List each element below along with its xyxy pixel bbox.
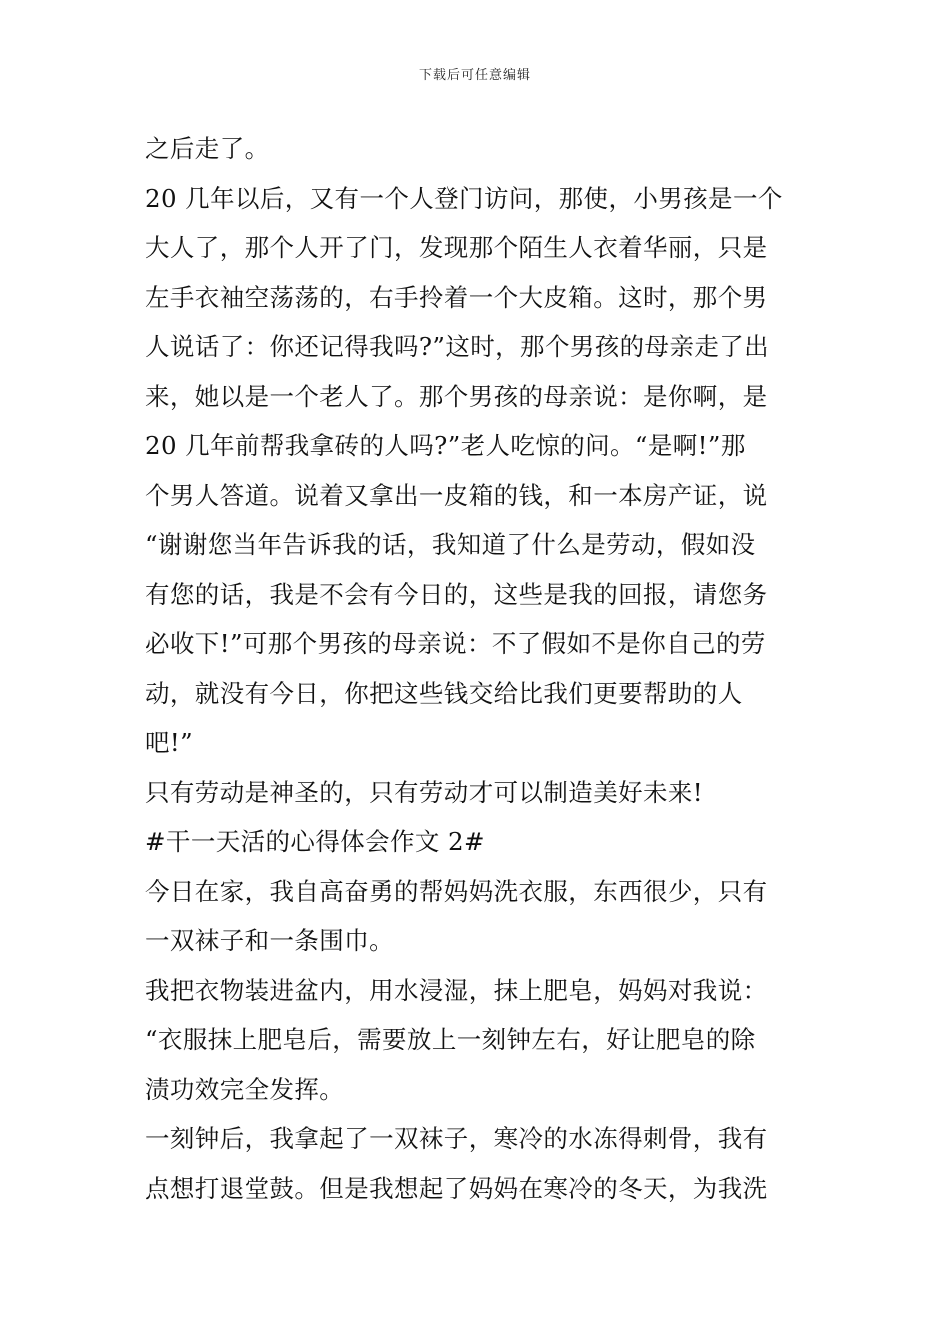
text-line: 一双袜子和一条围巾。 xyxy=(145,926,394,955)
text-line: 一刻钟后，我拿起了一双袜子，寒冷的水冻得刺骨，我有 xyxy=(145,1124,768,1153)
text-line: 个男人答道。说着又拿出一皮箱的钱，和一本房产证，说 xyxy=(145,480,768,510)
text-line: 有您的话，我是不会有今日的，这些是我的回报，请您务 xyxy=(145,579,768,609)
text-line: “衣服抹上肥皂后，需要放上一刻钟左右，好让肥皂的除 xyxy=(145,1025,756,1054)
text-line: 来，她以是一个老人了。那个男孩的母亲说：是你啊，是 xyxy=(145,381,768,411)
text-line: 吧!” xyxy=(145,728,194,757)
section-heading: #干一天活的心得体会作文 2# xyxy=(145,827,485,856)
document-body xyxy=(145,124,810,1213)
text-line: 我把衣物装进盆内，用水浸湿，抹上肥皂，妈妈对我说： xyxy=(145,975,768,1005)
text-line: 人说话了：你还记得我吗?”这时，那个男孩的母亲走了出 xyxy=(145,332,770,361)
text-line: 必收下!”可那个男孩的母亲说：不了假如不是你自己的劳 xyxy=(145,629,766,658)
text-line: 只有劳动是神圣的，只有劳动才可以制造美好未来! xyxy=(145,777,704,807)
text-line: 20 几年以后，又有一个人登门访问，那使，小男孩是一个 xyxy=(145,183,783,213)
text-line: 点想打退堂鼓。但是我想起了妈妈在寒冷的冬天，为我洗 xyxy=(145,1173,768,1203)
text-line: 20 几年前帮我拿砖的人吗?”老人吃惊的问。“是啊!”那 xyxy=(145,431,746,460)
text-line: 渍功效完全发挥。 xyxy=(145,1074,345,1104)
text-line: 之后走了。 xyxy=(145,134,270,163)
text-line: “谢谢您当年告诉我的话，我知道了什么是劳动，假如没 xyxy=(145,530,756,559)
text-line: 今日在家，我自高奋勇的帮妈妈洗衣服，东西很少，只有 xyxy=(145,876,768,906)
text-line: 动，就没有今日，你把这些钱交给比我们更要帮助的人 xyxy=(145,678,743,708)
text-line: 左手衣袖空荡荡的，右手拎着一个大皮箱。这时，那个男 xyxy=(145,282,768,312)
text-line: 大人了，那个人开了门，发现那个陌生人衣着华丽，只是 xyxy=(145,233,768,262)
page-header: 下载后可任意编辑 xyxy=(418,68,531,83)
